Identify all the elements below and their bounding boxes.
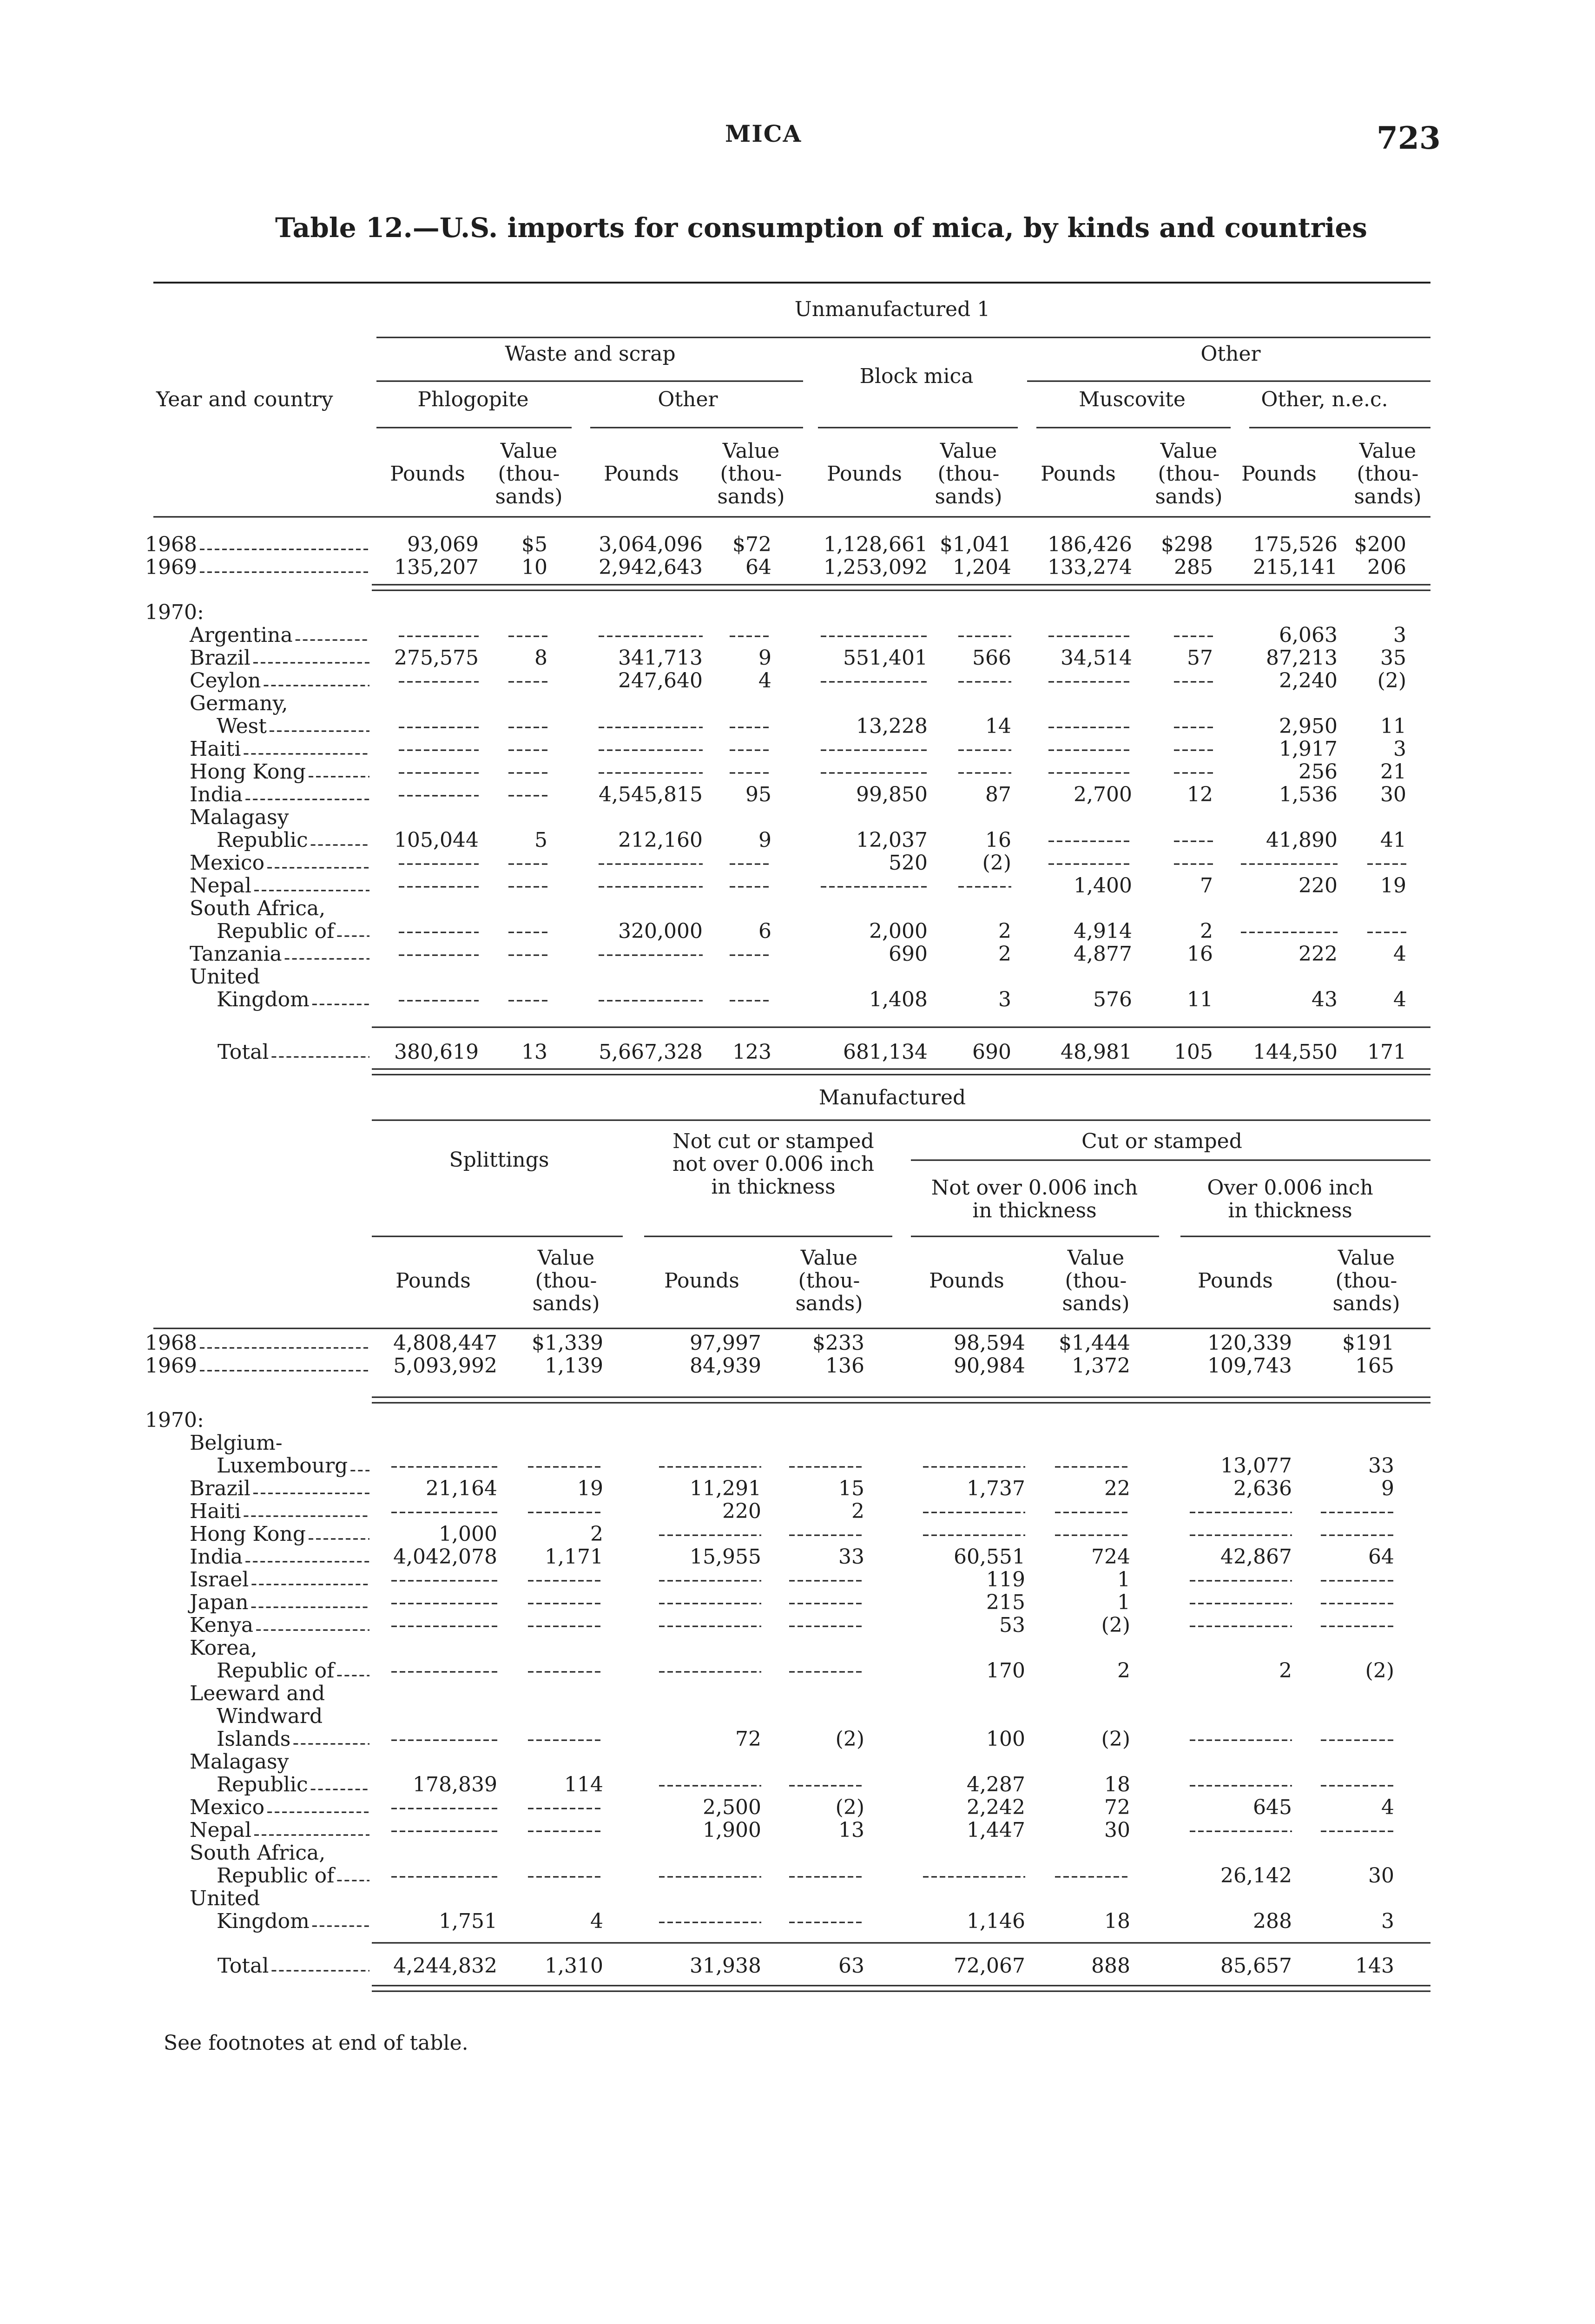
group-header: in thickness bbox=[711, 1175, 836, 1199]
data-cell: 21 bbox=[1380, 760, 1406, 784]
col-header-pounds: Pounds bbox=[929, 1269, 1004, 1293]
col-header-pounds: Pounds bbox=[1041, 462, 1116, 486]
col-header-value: sands) bbox=[1332, 1292, 1400, 1315]
col-header-pounds: Pounds bbox=[827, 462, 902, 486]
row-label: Republic of bbox=[217, 1864, 335, 1888]
data-cell: 888 bbox=[1091, 1954, 1130, 1978]
data-cell: $1,444 bbox=[1059, 1331, 1130, 1355]
data-cell: 13,228 bbox=[856, 714, 928, 738]
data-cell: 1,128,661 bbox=[824, 533, 928, 556]
data-cell: 1 bbox=[1117, 1568, 1130, 1591]
col-header-value: (thou- bbox=[1065, 1269, 1127, 1293]
data-cell: 2 bbox=[1200, 919, 1213, 943]
data-cell: 1,372 bbox=[1072, 1354, 1130, 1378]
data-cell: 9 bbox=[758, 828, 771, 852]
row-label: Tanzania bbox=[190, 942, 282, 966]
row-label: Mexico bbox=[190, 1796, 265, 1819]
group-header: Splittings bbox=[449, 1148, 549, 1172]
data-cell: 2 bbox=[590, 1522, 603, 1546]
data-cell: 186,426 bbox=[1048, 533, 1132, 556]
row-label: West bbox=[217, 714, 267, 738]
data-cell: 1,447 bbox=[967, 1818, 1025, 1842]
col-header-value: Value bbox=[940, 439, 997, 463]
row-label: 1969 bbox=[145, 555, 197, 579]
data-cell: 13 bbox=[521, 1040, 547, 1064]
subgroup-header: Other bbox=[658, 388, 718, 411]
row-label: India bbox=[190, 783, 243, 806]
data-cell: 53 bbox=[999, 1613, 1025, 1637]
col-header-value: (thou- bbox=[498, 462, 560, 486]
data-cell: 9 bbox=[758, 646, 771, 670]
row-label: Republic of bbox=[217, 1659, 335, 1683]
row-label: Nepal bbox=[190, 1818, 252, 1842]
data-cell: 15 bbox=[838, 1477, 864, 1500]
data-cell: 60,551 bbox=[954, 1545, 1025, 1569]
data-cell: 85,657 bbox=[1220, 1954, 1292, 1978]
data-cell: 285 bbox=[1174, 555, 1213, 579]
data-cell: 724 bbox=[1091, 1545, 1130, 1569]
data-cell: 690 bbox=[889, 942, 928, 966]
data-cell: $298 bbox=[1161, 533, 1213, 556]
year-heading: 1970: bbox=[145, 601, 204, 624]
data-cell: 72 bbox=[735, 1727, 761, 1751]
data-cell: 12,037 bbox=[856, 828, 928, 852]
data-cell: 4,914 bbox=[1074, 919, 1132, 943]
col-header-pounds: Pounds bbox=[604, 462, 679, 486]
col-header-value: sands) bbox=[532, 1292, 600, 1315]
col-header-value: Value bbox=[1338, 1246, 1395, 1270]
row-label: Ceylon bbox=[190, 669, 261, 693]
col-header-value: (thou- bbox=[1357, 462, 1419, 486]
col-header-value: Value bbox=[1160, 439, 1218, 463]
data-cell: 84,939 bbox=[690, 1354, 761, 1378]
data-cell: 1 bbox=[1117, 1591, 1130, 1614]
subgroup-header: in thickness bbox=[972, 1199, 1097, 1222]
data-cell: 21,164 bbox=[426, 1477, 497, 1500]
data-cell: (2) bbox=[1377, 669, 1406, 693]
data-cell: 143 bbox=[1355, 1954, 1394, 1978]
data-cell: 2,000 bbox=[869, 919, 928, 943]
running-head: MICA bbox=[725, 120, 802, 147]
row-label: 1969 bbox=[145, 1354, 197, 1378]
col-header-value: Value bbox=[537, 1246, 595, 1270]
data-cell: 2 bbox=[851, 1499, 864, 1523]
row-label: Brazil bbox=[190, 1477, 250, 1500]
data-cell: 13 bbox=[838, 1818, 864, 1842]
data-cell: 380,619 bbox=[394, 1040, 479, 1064]
row-label: Kingdom bbox=[217, 988, 310, 1011]
col-header-value: Value bbox=[800, 1246, 858, 1270]
data-cell: 64 bbox=[745, 555, 771, 579]
col-header-value: sands) bbox=[1062, 1292, 1130, 1315]
data-cell: 256 bbox=[1298, 760, 1338, 784]
data-cell: 3 bbox=[1381, 1909, 1394, 1933]
col-header-pounds: Pounds bbox=[1198, 1269, 1273, 1293]
data-cell: 341,713 bbox=[618, 646, 703, 670]
data-cell: $233 bbox=[812, 1331, 864, 1355]
row-label: Leeward and bbox=[190, 1682, 325, 1705]
data-cell: 72,067 bbox=[954, 1954, 1025, 1978]
data-cell: (2) bbox=[1101, 1727, 1130, 1751]
data-cell: 2 bbox=[1279, 1659, 1292, 1683]
data-cell: 3 bbox=[1393, 623, 1406, 647]
data-cell: (2) bbox=[835, 1796, 864, 1819]
data-cell: 566 bbox=[972, 646, 1011, 670]
data-cell: $191 bbox=[1342, 1331, 1394, 1355]
data-cell: 2,942,643 bbox=[599, 555, 703, 579]
row-label: Belgium- bbox=[190, 1431, 283, 1455]
data-cell: 15,955 bbox=[690, 1545, 761, 1569]
data-cell: 215,141 bbox=[1253, 555, 1338, 579]
data-cell: 1,751 bbox=[439, 1909, 497, 1933]
data-cell: 2,950 bbox=[1279, 714, 1338, 738]
data-cell: 171 bbox=[1367, 1040, 1406, 1064]
data-cell: 4 bbox=[1393, 988, 1406, 1011]
data-cell: 178,839 bbox=[413, 1773, 497, 1796]
group-header: not over 0.006 inch bbox=[672, 1152, 875, 1176]
data-cell: 26,142 bbox=[1220, 1864, 1292, 1888]
data-cell: 4 bbox=[590, 1909, 603, 1933]
section-banner: Unmanufactured 1 bbox=[794, 297, 990, 321]
data-cell: 16 bbox=[1187, 942, 1213, 966]
data-cell: 220 bbox=[722, 1499, 761, 1523]
data-cell: 30 bbox=[1104, 1818, 1130, 1842]
data-cell: 4,808,447 bbox=[393, 1331, 497, 1355]
data-cell: 98,594 bbox=[954, 1331, 1025, 1355]
data-cell: 41,890 bbox=[1266, 828, 1338, 852]
row-label: Kingdom bbox=[217, 1909, 310, 1933]
data-cell: 1,408 bbox=[869, 988, 928, 1011]
row-label: Malagasy bbox=[190, 805, 289, 829]
data-cell: 690 bbox=[972, 1040, 1011, 1064]
data-cell: 4 bbox=[1393, 942, 1406, 966]
data-cell: 320,000 bbox=[618, 919, 703, 943]
data-cell: 7 bbox=[1200, 874, 1213, 898]
row-label: Republic bbox=[217, 1773, 308, 1796]
data-cell: 63 bbox=[838, 1954, 864, 1978]
data-cell: 30 bbox=[1368, 1864, 1394, 1888]
data-cell: 14 bbox=[985, 714, 1011, 738]
data-cell: 33 bbox=[1368, 1454, 1394, 1478]
row-label: Total bbox=[218, 1040, 269, 1064]
data-cell: 681,134 bbox=[843, 1040, 928, 1064]
col-header-value: Value bbox=[500, 439, 558, 463]
data-cell: 4,287 bbox=[967, 1773, 1025, 1796]
data-cell: 114 bbox=[564, 1773, 603, 1796]
data-cell: 288 bbox=[1253, 1909, 1292, 1933]
data-cell: 16 bbox=[985, 828, 1011, 852]
data-cell: 175,526 bbox=[1253, 533, 1338, 556]
data-cell: 34,514 bbox=[1061, 646, 1132, 670]
data-cell: 105 bbox=[1174, 1040, 1213, 1064]
data-cell: 3 bbox=[998, 988, 1011, 1011]
data-cell: 105,044 bbox=[394, 828, 479, 852]
data-cell: 1,917 bbox=[1279, 737, 1338, 761]
data-cell: 93,069 bbox=[407, 533, 479, 556]
data-cell: 2,636 bbox=[1233, 1477, 1292, 1500]
data-cell: 4,545,815 bbox=[599, 783, 703, 806]
row-label: United bbox=[190, 1887, 260, 1910]
data-cell: 13,077 bbox=[1220, 1454, 1292, 1478]
data-cell: 136 bbox=[825, 1354, 864, 1378]
data-cell: 1,737 bbox=[967, 1477, 1025, 1500]
data-cell: 99,850 bbox=[856, 783, 928, 806]
data-cell: 33 bbox=[838, 1545, 864, 1569]
subgroup-header: Phlogopite bbox=[417, 388, 529, 411]
data-cell: 4,244,832 bbox=[393, 1954, 497, 1978]
data-cell: 4,042,078 bbox=[393, 1545, 497, 1569]
col-header-value: sands) bbox=[935, 485, 1002, 508]
data-cell: 2 bbox=[1117, 1659, 1130, 1683]
row-label: Haiti bbox=[190, 1499, 241, 1523]
data-cell: 220 bbox=[1298, 874, 1338, 898]
data-cell: 5,667,328 bbox=[599, 1040, 703, 1064]
row-label: Brazil bbox=[190, 646, 250, 670]
data-cell: (2) bbox=[1365, 1659, 1394, 1683]
col-header-value: Value bbox=[1067, 1246, 1125, 1270]
data-cell: 645 bbox=[1253, 1796, 1292, 1819]
data-cell: 275,575 bbox=[394, 646, 479, 670]
data-cell: 6 bbox=[758, 919, 771, 943]
col-header-value: (thou- bbox=[798, 1269, 860, 1293]
row-label: Japan bbox=[190, 1591, 249, 1614]
row-label: Argentina bbox=[190, 623, 293, 647]
data-cell: 119 bbox=[986, 1568, 1025, 1591]
data-cell: (2) bbox=[835, 1727, 864, 1751]
data-cell: 4,877 bbox=[1074, 942, 1132, 966]
data-cell: 1,536 bbox=[1279, 783, 1338, 806]
data-cell: 90,984 bbox=[954, 1354, 1025, 1378]
data-cell: 135,207 bbox=[394, 555, 479, 579]
data-cell: 2 bbox=[998, 942, 1011, 966]
data-cell: 2 bbox=[998, 919, 1011, 943]
data-cell: 11 bbox=[1187, 988, 1213, 1011]
data-cell: 30 bbox=[1380, 783, 1406, 806]
data-cell: 8 bbox=[534, 646, 547, 670]
row-label: Kenya bbox=[190, 1613, 254, 1637]
subgroup-header: Over 0.006 inch bbox=[1207, 1176, 1373, 1200]
row-label: Hong Kong bbox=[190, 760, 306, 784]
data-cell: (2) bbox=[1101, 1613, 1130, 1637]
data-cell: 576 bbox=[1093, 988, 1132, 1011]
data-cell: 57 bbox=[1187, 646, 1213, 670]
data-cell: 133,274 bbox=[1048, 555, 1132, 579]
col-header-value: sands) bbox=[717, 485, 785, 508]
row-label: Islands bbox=[217, 1727, 291, 1751]
row-label: Korea, bbox=[190, 1636, 257, 1660]
row-label: Malagasy bbox=[190, 1750, 289, 1774]
row-label: Israel bbox=[190, 1568, 249, 1591]
row-label: Hong Kong bbox=[190, 1522, 306, 1546]
data-cell: 520 bbox=[889, 851, 928, 875]
group-header: Not cut or stamped bbox=[672, 1129, 874, 1153]
data-cell: 19 bbox=[1380, 874, 1406, 898]
col-header-value: Value bbox=[1359, 439, 1417, 463]
data-cell: 551,401 bbox=[843, 646, 928, 670]
row-label: United bbox=[190, 965, 260, 989]
data-cell: 41 bbox=[1380, 828, 1406, 852]
data-cell: 64 bbox=[1368, 1545, 1394, 1569]
data-cell: 42,867 bbox=[1220, 1545, 1292, 1569]
data-cell: 165 bbox=[1355, 1354, 1394, 1378]
data-cell: 2,500 bbox=[703, 1796, 761, 1819]
data-cell: 87 bbox=[985, 783, 1011, 806]
row-label: 1968 bbox=[145, 1331, 197, 1355]
data-cell: 11 bbox=[1380, 714, 1406, 738]
data-cell: 19 bbox=[577, 1477, 603, 1500]
row-label: Haiti bbox=[190, 737, 241, 761]
row-label: India bbox=[190, 1545, 243, 1569]
col-header-pounds: Pounds bbox=[664, 1269, 739, 1293]
col-header-pounds: Pounds bbox=[390, 462, 465, 486]
data-cell: 1,171 bbox=[545, 1545, 603, 1569]
group-header: Cut or stamped bbox=[1081, 1129, 1242, 1153]
data-cell: 1,146 bbox=[967, 1909, 1025, 1933]
col-header-pounds: Pounds bbox=[1241, 462, 1317, 486]
data-cell: 4 bbox=[758, 669, 771, 693]
data-cell: 4 bbox=[1381, 1796, 1394, 1819]
data-cell: 35 bbox=[1380, 646, 1406, 670]
table-title: Table 12.—U.S. imports for consumption of mica, by kinds and countries bbox=[275, 212, 1367, 244]
data-cell: 215 bbox=[986, 1591, 1025, 1614]
data-cell: 11,291 bbox=[690, 1477, 761, 1500]
data-cell: 123 bbox=[732, 1040, 771, 1064]
section-banner: Manufactured bbox=[818, 1086, 966, 1109]
data-cell: 144,550 bbox=[1253, 1040, 1338, 1064]
subgroup-header: Not over 0.006 inch bbox=[931, 1176, 1138, 1200]
data-cell: 222 bbox=[1298, 942, 1338, 966]
group-header: Block mica bbox=[859, 364, 974, 388]
data-cell: 3 bbox=[1393, 737, 1406, 761]
col-header-value: sands) bbox=[1155, 485, 1223, 508]
data-cell: 97,997 bbox=[690, 1331, 761, 1355]
data-cell: $1,041 bbox=[940, 533, 1011, 556]
data-cell: 206 bbox=[1367, 555, 1406, 579]
row-label: Windward bbox=[217, 1704, 323, 1728]
col-header-value: (thou- bbox=[720, 462, 782, 486]
col-header-value: sands) bbox=[795, 1292, 863, 1315]
data-cell: $5 bbox=[521, 533, 547, 556]
col-header-value: Value bbox=[722, 439, 780, 463]
row-label: South Africa, bbox=[190, 1841, 326, 1865]
data-cell: 18 bbox=[1104, 1773, 1130, 1796]
data-cell: 95 bbox=[745, 783, 771, 806]
data-cell: (2) bbox=[982, 851, 1011, 875]
data-cell: 247,640 bbox=[618, 669, 703, 693]
data-cell: 48,981 bbox=[1061, 1040, 1132, 1064]
row-label: 1968 bbox=[145, 533, 197, 556]
data-cell: 1,900 bbox=[703, 1818, 761, 1842]
data-cell: 1,310 bbox=[545, 1954, 603, 1978]
col-header-value: (thou- bbox=[535, 1269, 597, 1293]
data-cell: 170 bbox=[986, 1659, 1025, 1683]
data-cell: 43 bbox=[1312, 988, 1338, 1011]
group-header: Other bbox=[1200, 342, 1261, 366]
data-cell: 2,700 bbox=[1074, 783, 1132, 806]
col-header-value: (thou- bbox=[937, 462, 1000, 486]
row-label: Republic bbox=[217, 828, 308, 852]
data-cell: 22 bbox=[1104, 1477, 1130, 1500]
row-label: Total bbox=[218, 1954, 269, 1978]
data-cell: 87,213 bbox=[1266, 646, 1338, 670]
data-cell: 1,139 bbox=[545, 1354, 603, 1378]
data-cell: 5,093,992 bbox=[393, 1354, 497, 1378]
data-cell: 100 bbox=[986, 1727, 1025, 1751]
data-cell: 109,743 bbox=[1207, 1354, 1292, 1378]
subgroup-header: Muscovite bbox=[1079, 388, 1186, 411]
data-cell: 12 bbox=[1187, 783, 1213, 806]
col-header-value: sands) bbox=[1354, 485, 1422, 508]
data-cell: $72 bbox=[732, 533, 771, 556]
row-label: South Africa, bbox=[190, 897, 326, 920]
col-header-value: (thou- bbox=[1335, 1269, 1397, 1293]
data-cell: $200 bbox=[1354, 533, 1406, 556]
col-header-value: (thou- bbox=[1158, 462, 1220, 486]
footnote-reference: See footnotes at end of table. bbox=[164, 2031, 468, 2055]
data-cell: 6,063 bbox=[1279, 623, 1338, 647]
row-label: Germany, bbox=[190, 692, 288, 715]
year-heading: 1970: bbox=[145, 1408, 204, 1432]
data-cell: 31,938 bbox=[690, 1954, 761, 1978]
col-header-value: sands) bbox=[495, 485, 563, 508]
data-cell: 72 bbox=[1104, 1796, 1130, 1819]
data-cell: 1,204 bbox=[953, 555, 1011, 579]
page-number: 723 bbox=[1377, 120, 1441, 156]
data-cell: 2,240 bbox=[1279, 669, 1338, 693]
data-cell: 1,253,092 bbox=[824, 555, 928, 579]
data-cell: 18 bbox=[1104, 1909, 1130, 1933]
group-header: Waste and scrap bbox=[505, 342, 676, 366]
row-label: Republic of bbox=[217, 919, 335, 943]
data-cell: 9 bbox=[1381, 1477, 1394, 1500]
data-cell: 120,339 bbox=[1207, 1331, 1292, 1355]
row-label: Luxembourg bbox=[217, 1454, 348, 1478]
col-header-pounds: Pounds bbox=[395, 1269, 471, 1293]
data-cell: 1,000 bbox=[439, 1522, 497, 1546]
data-cell: 212,160 bbox=[618, 828, 703, 852]
data-cell: 2,242 bbox=[967, 1796, 1025, 1819]
stub-header: Year and country bbox=[156, 388, 333, 411]
row-label: Mexico bbox=[190, 851, 265, 875]
subgroup-header: Other, n.e.c. bbox=[1261, 388, 1388, 411]
data-cell: 10 bbox=[521, 555, 547, 579]
subgroup-header: in thickness bbox=[1228, 1199, 1352, 1222]
row-label: Nepal bbox=[190, 874, 252, 898]
data-cell: 3,064,096 bbox=[599, 533, 703, 556]
data-cell: 5 bbox=[534, 828, 547, 852]
data-cell: $1,339 bbox=[532, 1331, 603, 1355]
data-cell: 1,400 bbox=[1074, 874, 1132, 898]
